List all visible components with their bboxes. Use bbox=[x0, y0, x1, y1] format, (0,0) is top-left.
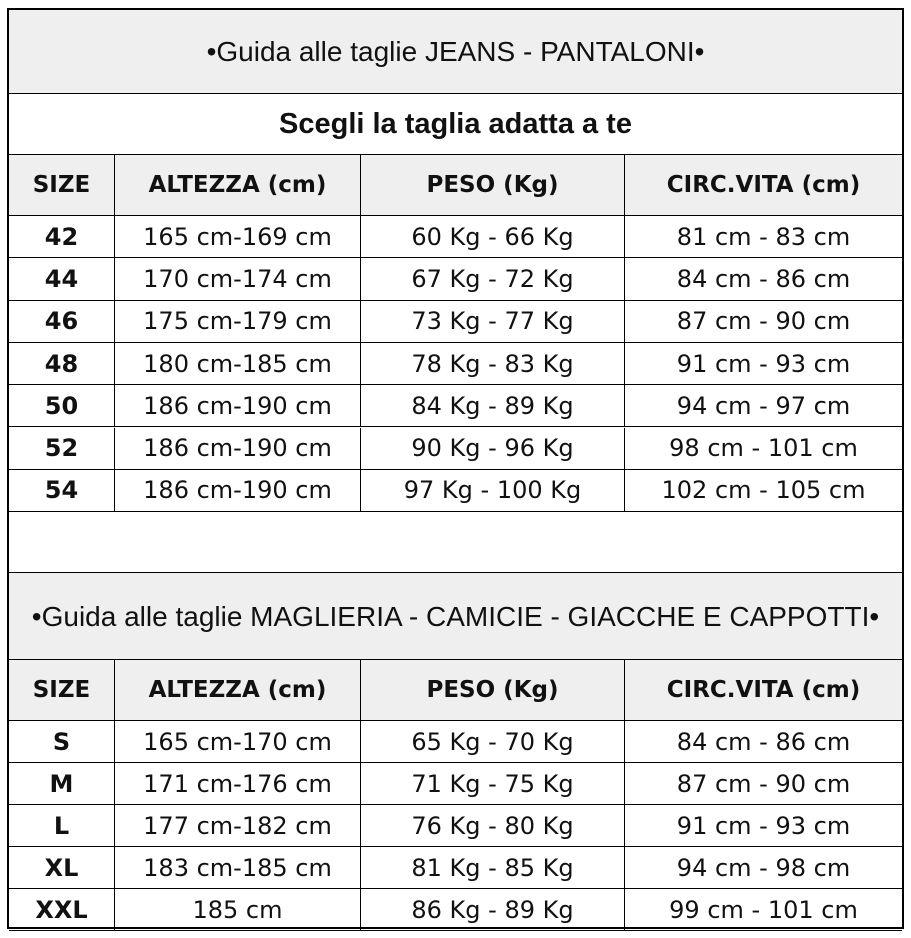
knitwear-table-row bbox=[9, 721, 902, 763]
height-cell: 175 cm-179 cm bbox=[115, 301, 361, 342]
size-cell: S bbox=[9, 721, 115, 762]
knitwear-table-row bbox=[9, 805, 902, 847]
size-cell: M bbox=[9, 763, 115, 804]
waist-cell: 87 cm - 90 cm bbox=[676, 769, 851, 798]
knitwear-table-row bbox=[9, 847, 902, 889]
jeans-table-row bbox=[9, 470, 902, 512]
header-waist: CIRC.VITA (cm) bbox=[666, 677, 861, 703]
jeans-table-row bbox=[9, 343, 902, 385]
height-cell: 177 cm-182 cm bbox=[115, 805, 361, 846]
waist-cell: 102 cm - 105 cm bbox=[661, 476, 866, 505]
spacer-row bbox=[9, 512, 902, 573]
waist-cell: 94 cm - 98 cm bbox=[676, 853, 851, 882]
knitwear-table-row bbox=[9, 763, 902, 805]
waist-cell: 99 cm - 101 cm bbox=[669, 895, 858, 924]
jeans-table-row bbox=[9, 216, 902, 258]
header-weight: PESO (Kg) bbox=[361, 660, 625, 720]
height-cell: 185 cm bbox=[115, 889, 361, 930]
height-cell: 180 cm-185 cm bbox=[115, 343, 361, 384]
waist-cell: 84 cm - 86 cm bbox=[676, 727, 851, 756]
size-cell: 50 bbox=[9, 385, 115, 426]
waist-cell: 98 cm - 101 cm bbox=[669, 434, 858, 463]
height-cell: 186 cm-190 cm bbox=[115, 385, 361, 426]
jeans-table-row bbox=[9, 428, 902, 470]
size-guide-sheet bbox=[7, 8, 904, 929]
knitwear-table-row bbox=[9, 889, 902, 931]
height-cell: 186 cm-190 cm bbox=[115, 428, 361, 469]
jeans-table-row bbox=[9, 258, 902, 300]
knitwear-table-header bbox=[9, 660, 902, 721]
waist-cell: 91 cm - 93 cm bbox=[676, 349, 851, 378]
size-cell: XL bbox=[9, 847, 115, 888]
height-cell: 165 cm-170 cm bbox=[115, 721, 361, 762]
height-cell: 165 cm-169 cm bbox=[115, 216, 361, 257]
choose-size-subtitle: Scegli la taglia adatta a te bbox=[9, 94, 902, 155]
waist-cell: 91 cm - 93 cm bbox=[676, 811, 851, 840]
size-cell: 46 bbox=[9, 301, 115, 342]
size-cell: L bbox=[9, 805, 115, 846]
size-cell: 54 bbox=[9, 470, 115, 511]
header-height: ALTEZZA (cm) bbox=[115, 155, 361, 215]
size-cell: 42 bbox=[9, 216, 115, 257]
height-cell: 170 cm-174 cm bbox=[115, 258, 361, 299]
height-cell: 186 cm-190 cm bbox=[115, 470, 361, 511]
weight-cell: 60 Kg - 66 Kg bbox=[361, 216, 625, 257]
waist-cell: 84 cm - 86 cm bbox=[676, 264, 851, 293]
size-cell: 44 bbox=[9, 258, 115, 299]
height-cell: 171 cm-176 cm bbox=[115, 763, 361, 804]
weight-cell: 86 Kg - 89 Kg bbox=[361, 889, 625, 930]
weight-cell: 73 Kg - 77 Kg bbox=[361, 301, 625, 342]
jeans-table-row bbox=[9, 301, 902, 343]
weight-cell: 90 Kg - 96 Kg bbox=[361, 428, 625, 469]
header-waist: CIRC.VITA (cm) bbox=[666, 172, 861, 198]
header-weight: PESO (Kg) bbox=[361, 155, 625, 215]
size-cell: 48 bbox=[9, 343, 115, 384]
jeans-table-row bbox=[9, 385, 902, 427]
waist-cell: 87 cm - 90 cm bbox=[676, 307, 851, 336]
weight-cell: 65 Kg - 70 Kg bbox=[361, 721, 625, 762]
weight-cell: 76 Kg - 80 Kg bbox=[361, 805, 625, 846]
weight-cell: 71 Kg - 75 Kg bbox=[361, 763, 625, 804]
jeans-table-header bbox=[9, 155, 902, 216]
weight-cell: 78 Kg - 83 Kg bbox=[361, 343, 625, 384]
weight-cell: 81 Kg - 85 Kg bbox=[361, 847, 625, 888]
waist-cell: 81 cm - 83 cm bbox=[676, 222, 851, 251]
weight-cell: 67 Kg - 72 Kg bbox=[361, 258, 625, 299]
height-cell: 183 cm-185 cm bbox=[115, 847, 361, 888]
header-size: SIZE bbox=[9, 155, 115, 215]
weight-cell: 97 Kg - 100 Kg bbox=[361, 470, 625, 511]
header-height: ALTEZZA (cm) bbox=[115, 660, 361, 720]
jeans-guide-title: •Guida alle taglie JEANS - PANTALONI• bbox=[9, 10, 902, 94]
header-size: SIZE bbox=[9, 660, 115, 720]
knitwear-guide-title: •Guida alle taglie MAGLIERIA - CAMICIE - GIACCHE E CAPPOTTI• bbox=[9, 573, 902, 660]
size-cell: 52 bbox=[9, 428, 115, 469]
weight-cell: 84 Kg - 89 Kg bbox=[361, 385, 625, 426]
size-cell: XXL bbox=[9, 889, 115, 930]
waist-cell: 94 cm - 97 cm bbox=[676, 391, 851, 420]
